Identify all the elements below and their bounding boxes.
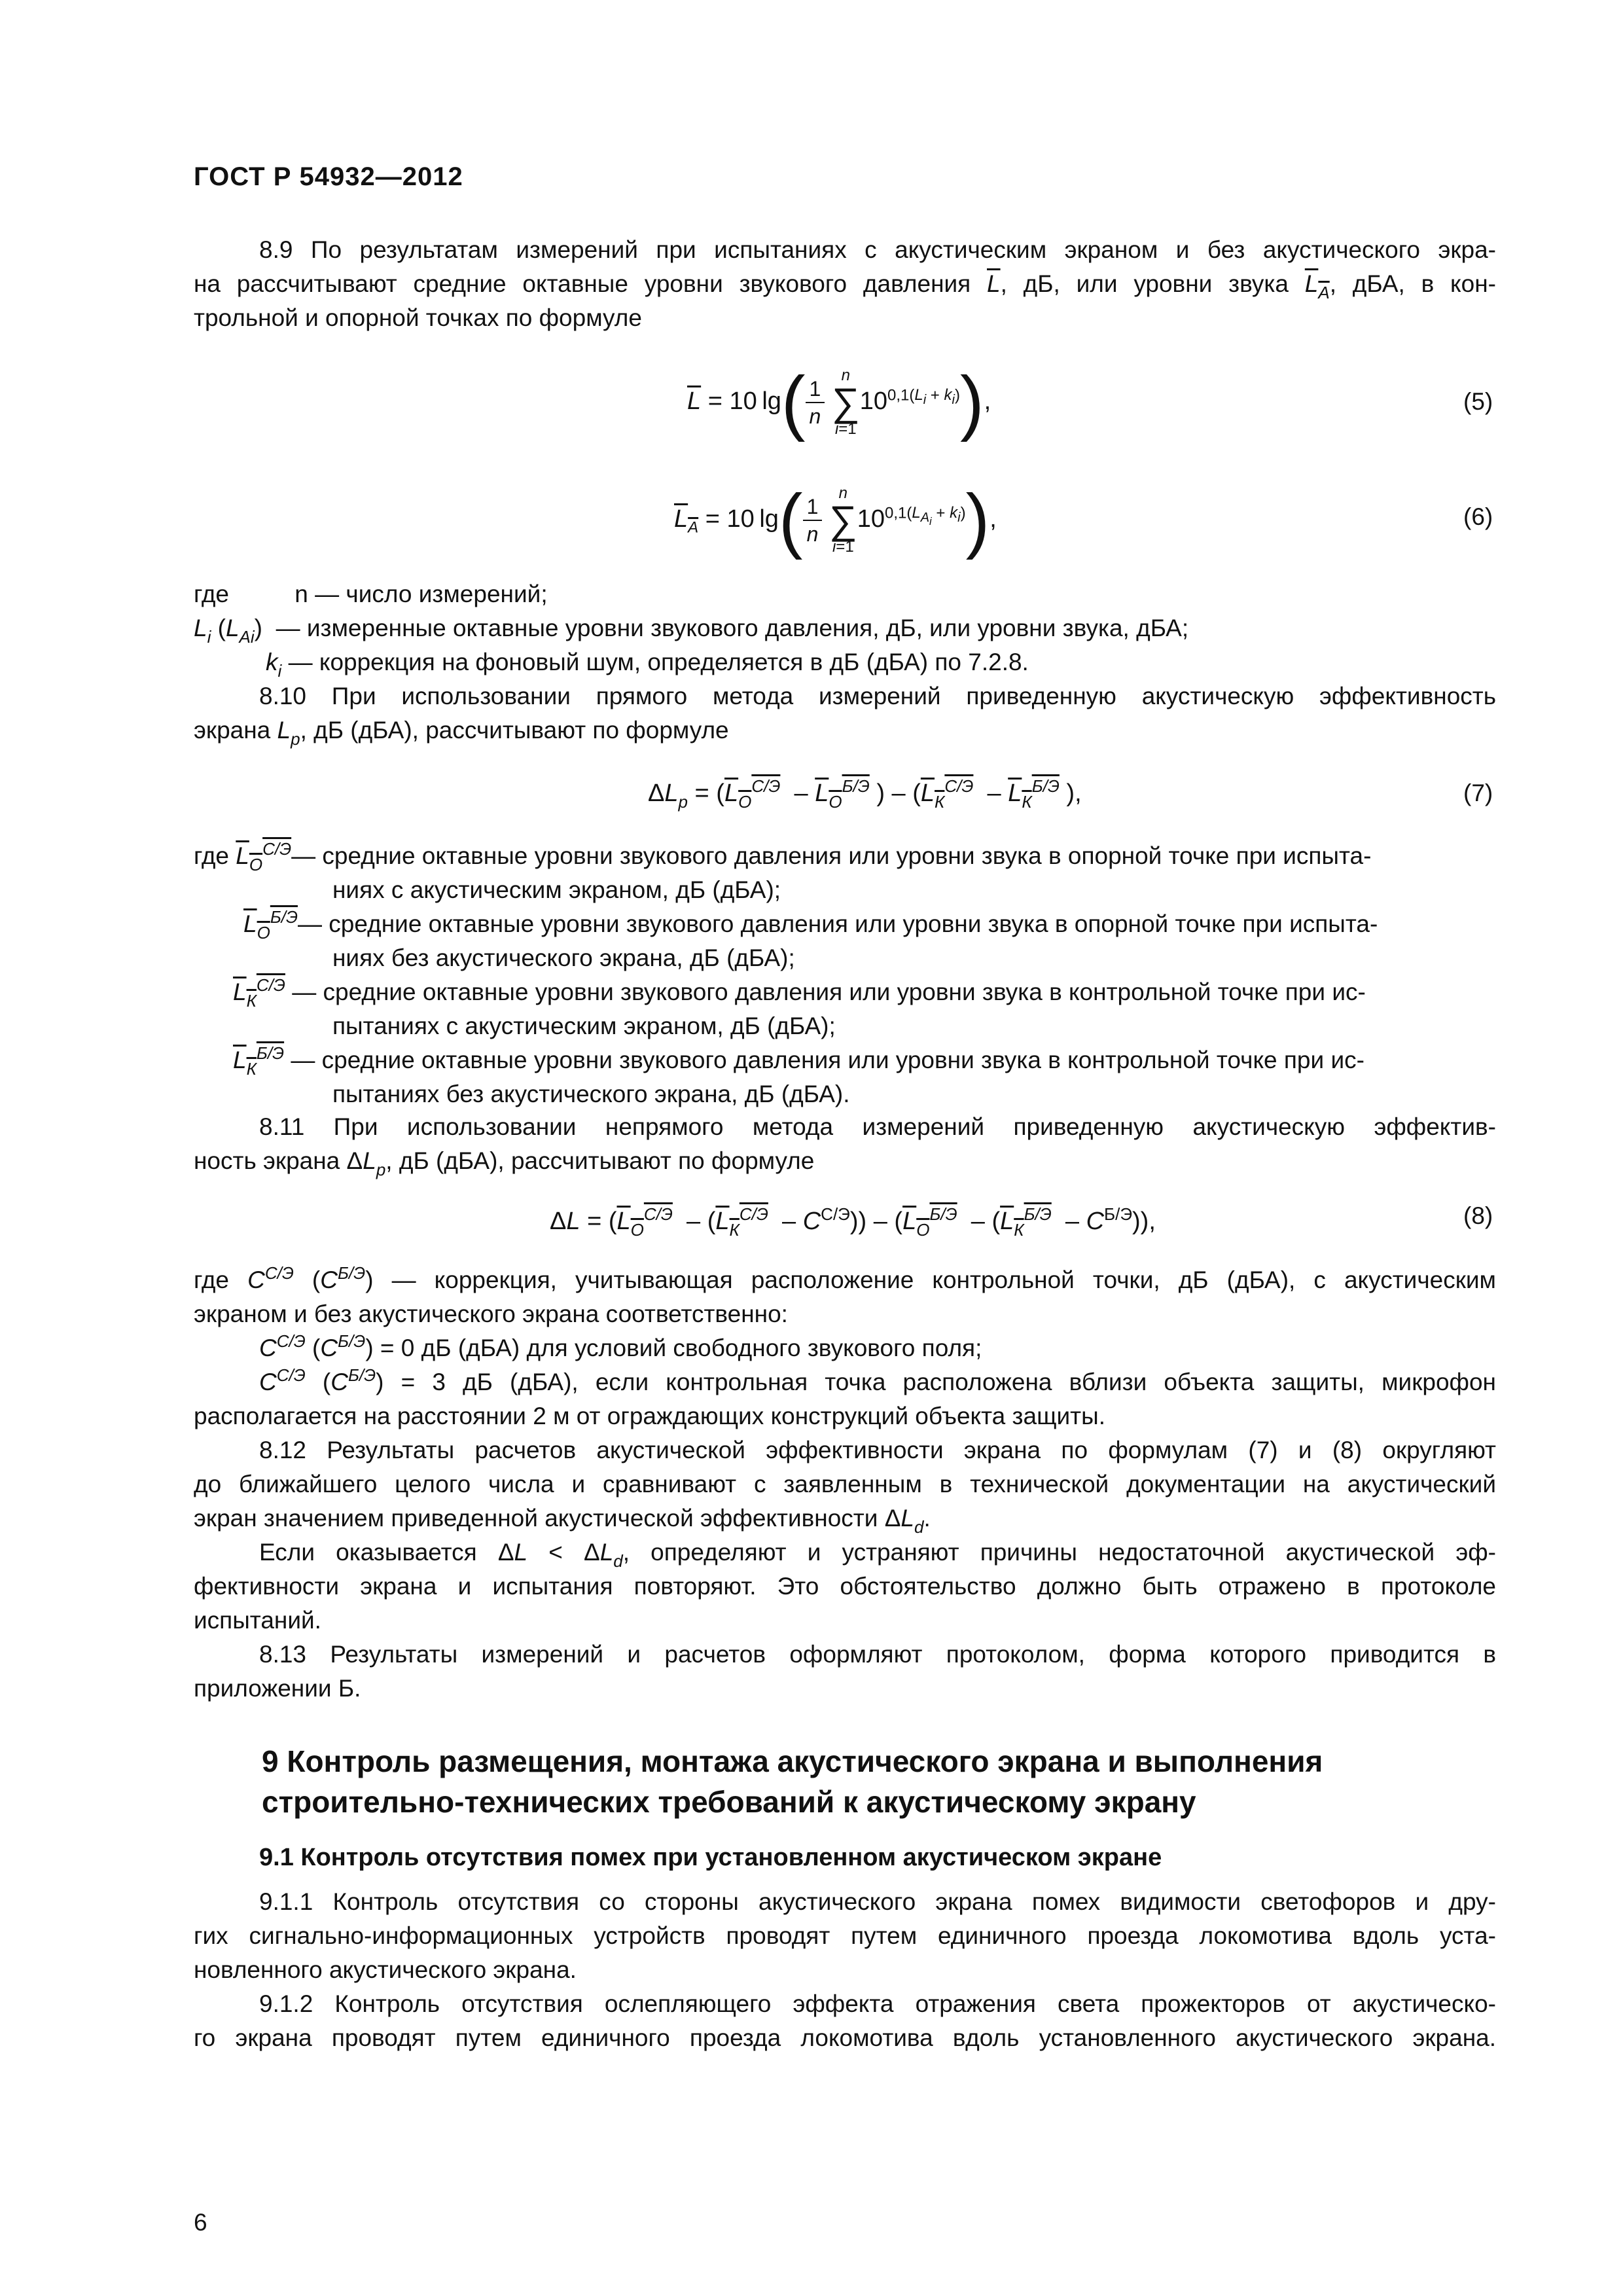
para-8-10-line1: 8.10 При использовании прямого метода измерений приведенную акустическую эффективность: [259, 683, 1496, 709]
text: на рассчитывают средние октавные уровни звукового давления: [194, 270, 987, 297]
para-8-11: [194, 1110, 1496, 1178]
para-9-1-2: [194, 1987, 1496, 2055]
text: Если оказывается: [259, 1539, 498, 1566]
section-9-title-line2: строительно-технических требований к акустическому экрану: [262, 1785, 1196, 1819]
formula-8: $\Delta L = (L_О^{С/Э} - (L_К^{С/Э} - C^{С/Э})) - (L_О^{Б/Э} - (L_К^{Б/Э} - C^{Б/Э}))$,: [550, 1204, 1156, 1240]
def-LK-BE: $L_К^{Б/Э}$ — средние октавные уровни звукового давления или уровни звука в контрольной точке при ис- пытаниях без акустического экрана, дБ (дБА).: [194, 1043, 1496, 1111]
text: , определяют и устраняют причины недостаточной акустической эф-: [622, 1539, 1496, 1566]
symbol-LA-bar: $L_A$: [1304, 270, 1330, 302]
text: , дБ (дБА), рассчитывают по формуле: [385, 1147, 815, 1174]
para-if-line2: фективности экрана и испытания повторяют. Это обстоятельство должно быть отражено в протоколе: [194, 1573, 1496, 1600]
text: , дБА, в кон-: [1329, 270, 1496, 297]
para-9-1-2-line1: 9.1.2 Контроль отсутствия ослепляющего эффекта отражения света прожекторов от акустическо-: [259, 1990, 1496, 2017]
para-8-9-line3: трольной и опорной точках по формуле: [194, 304, 642, 331]
para-8-10: [194, 679, 1496, 747]
section-9-title-line1: 9 Контроль размещения, монтажа акустического экрана и выполнения: [262, 1744, 1323, 1778]
page-number: 6: [194, 2209, 207, 2236]
para-8-12-line2: до ближайшего целого числа и сравнивают с заявленным в технической документации на акустический: [194, 1471, 1496, 1498]
where-block: [194, 577, 1496, 679]
para-if-line3: испытаний.: [194, 1607, 321, 1634]
def-text: — средние октавные уровни звукового давления или уровни звука в опорной точке при испыта-: [298, 910, 1378, 937]
para-9-1-1-line1: 9.1.1 Контроль отсутствия со стороны акустического экрана помех видимости светофоров и дру-: [259, 1888, 1496, 1915]
where-ki: $k_i$ — коррекция на фоновый шум, определяется в дБ (дБА) по 7.2.8.: [266, 649, 1029, 681]
para-c-line1: где $C^{С/Э}$ $(C^{Б/Э})$ — коррекция, учитывающая расположение контрольной точки, дБ (дБА), с акустическим: [194, 1263, 1496, 1293]
para-8-11-line1: 8.11 При использовании непрямого метода измерений приведенную акустическую эффектив-: [259, 1113, 1496, 1140]
para-8-11-line2: ность экрана $\Delta L_p$, дБ (дБА), рассчитывают по формуле: [194, 1147, 815, 1179]
formula-7-definitions: [194, 839, 1496, 1111]
def-text: ниях с акустическим экраном, дБ (дБА);: [332, 876, 781, 903]
para-correction-c: [194, 1263, 1496, 1433]
formula-6: $L_A = 10$ lg( $\frac{1}{n}$ n ∑ i=1 $10^{0,1(L_{A_i} + k_i)}$),: [674, 480, 997, 560]
li-definition: — измеренные октавные уровни звукового давления, дБ, или уровни звука, дБА;: [276, 615, 1189, 641]
def-text: — средние октавные уровни звукового давления или уровни звука в контрольной точке при ис-: [292, 978, 1366, 1005]
eq-number-7: (7): [1463, 780, 1493, 806]
para-c-line4: $C^{С/Э}$ $(C^{Б/Э}) = 3$ дБ (дБА), если контрольная точка расположена вблизи объекта защиты, микрофон: [259, 1365, 1496, 1395]
para-8-9-line1: 8.9 По результатам измерений при испытаниях с акустическим экраном и без акустического экра-: [259, 236, 1496, 263]
para-if: [194, 1535, 1496, 1638]
eq-number-5: (5): [1463, 388, 1493, 415]
eq-number-6: (6): [1463, 503, 1493, 530]
para-8-12-line1: 8.12 Результаты расчетов акустической эффективности экрана по формулам (7) и (8) округляют: [259, 1437, 1496, 1463]
def-LK-SE: $L_К^{С/Э}$ — средние октавные уровни звукового давления или уровни звука в контрольной точке при ис- пытаниях с акустическим экраном, дБ (дБА);: [194, 975, 1496, 1043]
def-text: — средние октавные уровни звукового давления или уровни звука в контрольной точке при ис-: [291, 1047, 1364, 1073]
section-9-1-title: 9.1 Контроль отсутствия помех при установленном акустическом экране: [259, 1844, 1162, 1871]
text: , дБ (дБА), рассчитывают по формуле: [300, 717, 729, 744]
def-LO-SE: где $L_О^{С/Э}—$ средние октавные уровни звукового давления или уровни звука в опорной точке при испыта- ниях с акустическим экраном, дБ (дБА);: [194, 839, 1496, 907]
text: — коррекция, учитывающая расположение контрольной точки, дБ (дБА), с акустическим: [373, 1266, 1496, 1293]
text: ность экрана: [194, 1147, 347, 1174]
para-8-10-line2: экрана $L_p$, дБ (дБА), рассчитывают по формуле: [194, 717, 729, 749]
where-n: [194, 577, 1496, 611]
para-8-9-line2: [194, 267, 1496, 301]
para-c-line2: экраном и без акустического экрана соответственно:: [194, 1300, 788, 1327]
para-8-13: [194, 1638, 1496, 1706]
n-definition: n — число измерений;: [294, 581, 548, 607]
para-9-1-2-line2: го экрана проводят путем единичного проезда локомотива вдоль установленного акустического экрана.: [194, 2024, 1496, 2051]
para-8-13-line2: приложении Б.: [194, 1675, 361, 1702]
where-li: $L_i$ $(L_{Ai})$ — измеренные октавные уровни звукового давления, дБ, или уровни звука, дБА;: [194, 615, 1189, 647]
para-9-1-1-line2: гих сигнально-информационных устройств проводят путем единичного проезда локомотива вдоль уста-: [194, 1922, 1496, 1949]
def-text: пытаниях без акустического экрана, дБ (дБА).: [332, 1081, 850, 1107]
text: , дБ, или уровни звука: [1000, 270, 1305, 297]
text: экрана: [194, 717, 277, 744]
formula-5: $\overline{L} = 10$ lg( $\frac{1}{n}$ n ∑ i=1 $10^{0,1(L_i + k_i)}$),: [687, 362, 991, 442]
text: = 0 дБ (дБА) для условий свободного звукового поля;: [373, 1335, 982, 1361]
para-9-1-1: [194, 1885, 1496, 1987]
def-LO-BE: $L_О^{Б/Э}—$ средние октавные уровни звукового давления или уровни звука в опорной точке при испыта- ниях без акустического экрана, дБ (дБА);: [194, 907, 1496, 975]
where-label: где: [194, 581, 230, 607]
def-text: ниях без акустического экрана, дБ (дБА);: [332, 944, 795, 971]
ki-definition: — коррекция на фоновый шум, определяется в дБ (дБА) по 7.2.8.: [288, 649, 1029, 675]
text: = 3 дБ (дБА), если контрольная точка расположена вблизи объекта защиты, микрофон: [383, 1369, 1496, 1395]
symbol-L-bar: $\overline{L}$: [987, 270, 1001, 297]
def-text: — средние октавные уровни звукового давления или уровни звука в опорной точке при испыта-: [291, 842, 1372, 869]
para-8-9: [194, 233, 1496, 335]
text: экран значением приведенной акустической эффективности: [194, 1505, 885, 1532]
def-text: пытаниях с акустическим экраном, дБ (дБА);: [332, 1013, 836, 1039]
eq-number-8: (8): [1463, 1202, 1493, 1229]
section-9-title: [262, 1741, 1492, 1822]
doc-header: ГОСТ Р 54932—2012: [194, 162, 463, 191]
para-c-line5: располагается на расстоянии 2 м от ограждающих конструкций объекта защиты.: [194, 1403, 1105, 1429]
para-8-13-line1: 8.13 Результаты измерений и расчетов оформляют протоколом, форма которого приводится в: [259, 1641, 1496, 1668]
para-9-1-1-line3: новленного акустического экрана.: [194, 1956, 577, 1983]
para-8-12-line3: экран значением приведенной акустической эффективности $\Delta L_d$.: [194, 1505, 931, 1537]
formula-7: $\Delta L_p = (L_О^{С/Э} - L_О^{Б/Э}$ ) – ($L_К^{С/Э} - L_К^{Б/Э}$ ),: [648, 776, 1082, 812]
para-c-line3: $C^{С/Э}$ $(C^{Б/Э}) = 0$ дБ (дБА) для условий свободного звукового поля;: [259, 1331, 982, 1361]
para-8-12: [194, 1433, 1496, 1535]
para-if-line1: Если оказывается $\Delta L < \Delta L_d$, определяют и устраняют причины недостаточной акустической эф-: [259, 1539, 1496, 1571]
